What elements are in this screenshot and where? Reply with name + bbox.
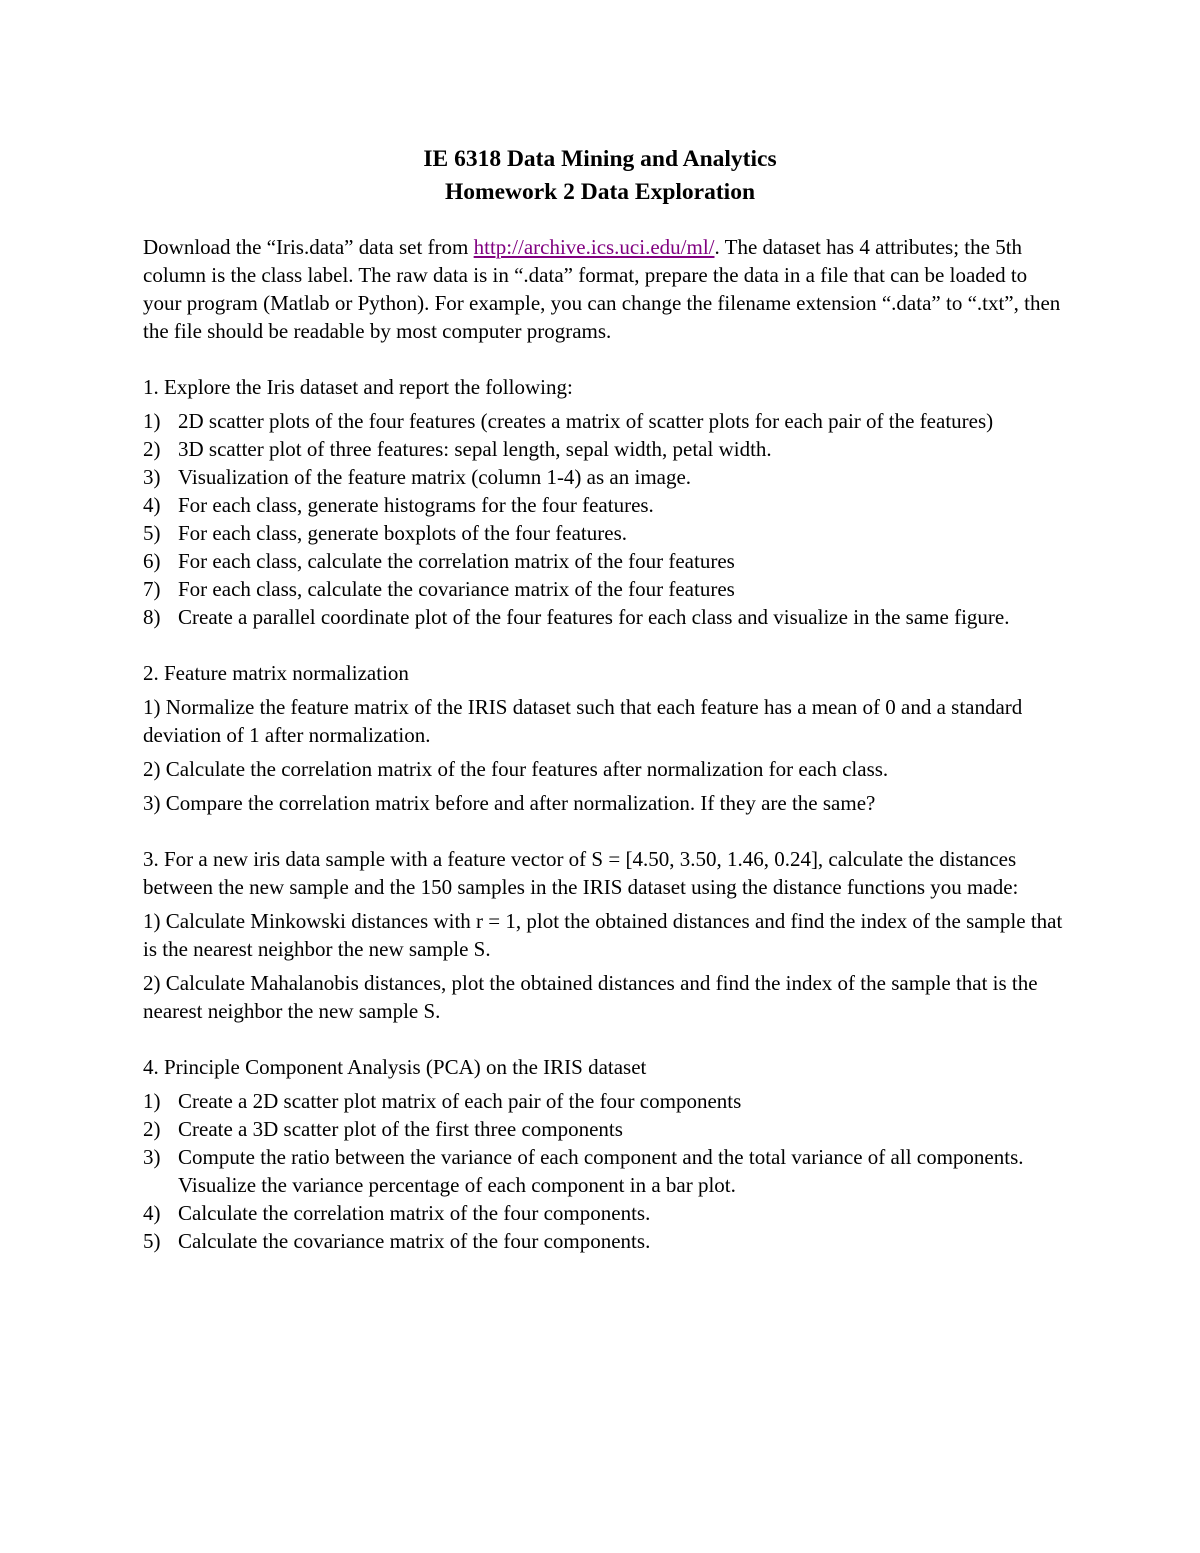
item-text: Visualization of the feature matrix (column 1-4) as an image. <box>178 465 692 489</box>
task-list <box>143 1087 1063 1255</box>
list-item: 2) Calculate Mahalanobis distances, plot the obtained distances and find the index of the sample that is the nearest neighbor the new sample S. <box>143 971 1038 1023</box>
intro-text-before-link: Download the “Iris.data” data set from <box>143 235 474 259</box>
item-number: 5) <box>143 1229 161 1253</box>
item-text: For each class, calculate the correlation matrix of the four features <box>178 549 735 573</box>
section-heading: 4. Principle Component Analysis (PCA) on the IRIS dataset <box>143 1055 647 1079</box>
item-text: Compute the ratio between the variance of each component and the total variance of all components. Visualize the variance percentage of each component in a bar plot. <box>178 1145 1024 1197</box>
item-text: Create a parallel coordinate plot of the four features for each class and visualize in the same figure. <box>178 605 1010 629</box>
item-number: 1) <box>143 409 161 433</box>
list-item: 2) Calculate the correlation matrix of the four features after normalization for each class. <box>143 757 889 781</box>
item-number: 2) <box>143 1117 161 1141</box>
list-item: 1) Calculate Minkowski distances with r = 1, plot the obtained distances and find the index of the sample that is the nearest neighbor the new sample S. <box>143 909 1063 961</box>
item-number: 4) <box>143 493 161 517</box>
task-list <box>143 907 1063 1025</box>
list-item <box>143 547 1063 575</box>
item-number: 6) <box>143 549 161 573</box>
list-item <box>143 575 1063 603</box>
list-item <box>143 1143 1063 1199</box>
section-3 <box>143 845 1063 1025</box>
item-text: Calculate the covariance matrix of the four components. <box>178 1229 651 1253</box>
section-heading: 1. Explore the Iris dataset and report the following: <box>143 375 573 399</box>
document-body <box>143 233 1063 1255</box>
item-number: 3) <box>143 465 161 489</box>
task-list <box>143 407 1063 631</box>
item-text: For each class, generate histograms for the four features. <box>178 493 654 517</box>
list-item: 3) Compare the correlation matrix before and after normalization. If they are the same? <box>143 791 876 815</box>
intro-text-after-link: . The dataset has 4 attributes; the 5th column is the class label. The raw data is in “.data” format, prepare the data in a file that can be loaded to your program (Matlab or Python). For example, you can change the filename extension “.data” to “.txt”, then the file should be readable by most computer programs. <box>143 235 1061 343</box>
list-item <box>143 463 1063 491</box>
item-number: 4) <box>143 1201 161 1225</box>
item-number: 8) <box>143 605 161 629</box>
document-title <box>0 143 1200 209</box>
section-2 <box>143 659 1063 817</box>
list-item <box>143 435 1063 463</box>
item-number: 2) <box>143 437 161 461</box>
item-text: 3D scatter plot of three features: sepal length, sepal width, petal width. <box>178 437 772 461</box>
list-item <box>143 1115 1063 1143</box>
section-4 <box>143 1053 1063 1255</box>
item-number: 1) <box>143 1089 161 1113</box>
list-item <box>143 1227 1063 1255</box>
list-item: 1) Normalize the feature matrix of the IRIS dataset such that each feature has a mean of 0 and a standard deviation of 1 after normalization. <box>143 695 1023 747</box>
section-1 <box>143 373 1063 631</box>
list-item <box>143 407 1063 435</box>
item-text: 2D scatter plots of the four features (creates a matrix of scatter plots for each pair of the features) <box>178 409 994 433</box>
item-text: For each class, calculate the covariance matrix of the four features <box>178 577 735 601</box>
dataset-link[interactable]: http://archive.ics.uci.edu/ml/ <box>473 235 715 259</box>
item-number: 5) <box>143 521 161 545</box>
list-item <box>143 1087 1063 1115</box>
list-item <box>143 1199 1063 1227</box>
section-heading: 3. For a new iris data sample with a feature vector of S = [4.50, 3.50, 1.46, 0.24], calculate the distances between the new sample and the 150 samples in the IRIS dataset using the distance functions you made: <box>143 847 1019 899</box>
item-text: Calculate the correlation matrix of the four components. <box>178 1201 651 1225</box>
course-title: IE 6318 Data Mining and Analytics <box>423 146 777 172</box>
homework-title: Homework 2 Data Exploration <box>444 179 756 205</box>
task-list <box>143 693 1063 817</box>
item-text: Create a 3D scatter plot of the first three components <box>178 1117 623 1141</box>
item-number: 7) <box>143 577 161 601</box>
section-heading: 2. Feature matrix normalization <box>143 661 409 685</box>
list-item <box>143 519 1063 547</box>
list-item <box>143 603 1063 631</box>
item-text: For each class, generate boxplots of the four features. <box>178 521 627 545</box>
item-text: Create a 2D scatter plot matrix of each pair of the four components <box>178 1089 742 1113</box>
item-number: 3) <box>143 1145 161 1169</box>
intro-paragraph <box>143 233 1063 345</box>
list-item <box>143 491 1063 519</box>
